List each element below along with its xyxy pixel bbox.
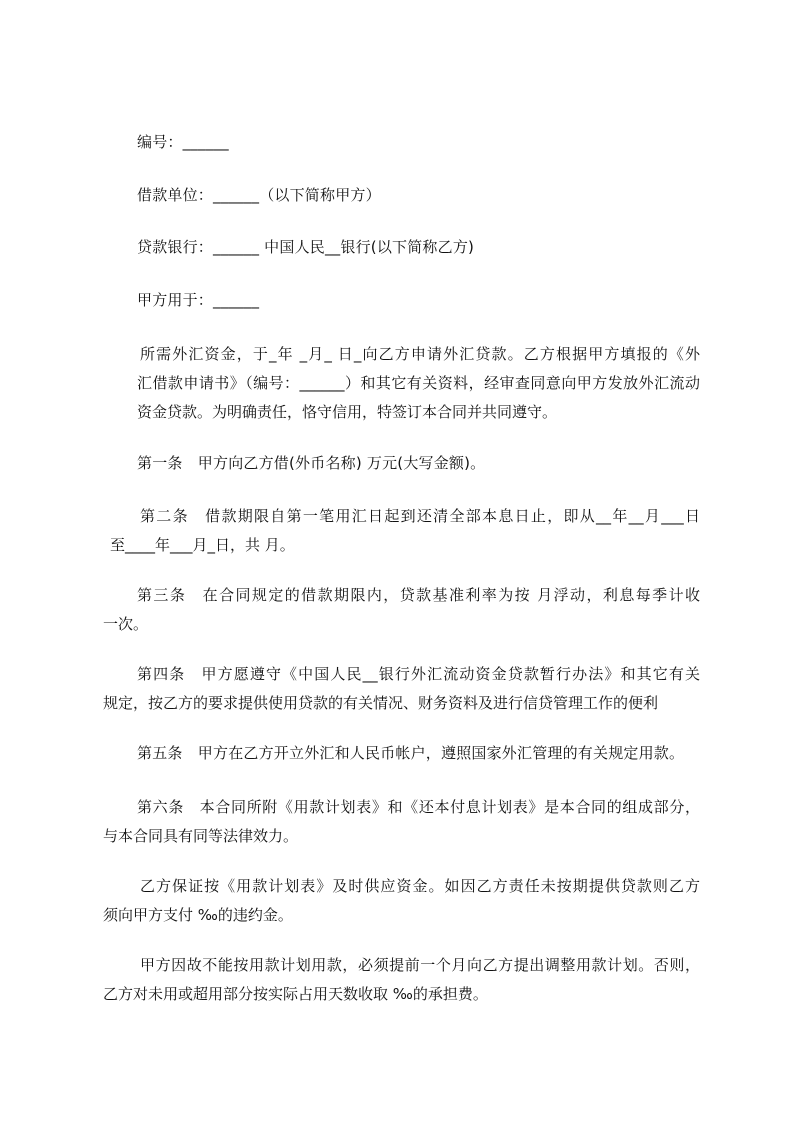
clause-line: 乙方对未用或超用部分按实际占用天数收取 ‰的承担费。 (103, 985, 488, 1003)
lending-bank: 贷款银行：______ 中国人民__银行(以下简称乙方) (137, 238, 475, 256)
clause-line: 须向甲方支付 ‰的违约金。 (103, 906, 293, 924)
intro-line: 汇借款申请书》（编号：______）和其它有关资料，经审查同意向甲方发放外汇流动 (137, 374, 700, 392)
clause-supply-guarantee (103, 872, 700, 930)
article-line: 与本合同具有同等法律效力。 (103, 827, 299, 845)
article-5: 第五条 甲方在乙方开立外汇和人民币帐户，遵照国家外汇管理的有关规定用款。 (137, 744, 685, 762)
article-3 (103, 581, 700, 639)
intro-line: 所需外汇资金，于_年 _月_ 日_向乙方申请外汇贷款。乙方根据甲方填报的《外 (140, 345, 700, 363)
clause-line: 甲方因故不能按用款计划用款，必须提前一个月向乙方提出调整用款计划。否则， (140, 956, 700, 974)
article-4 (103, 660, 700, 718)
contract-number: 编号：______ (137, 133, 229, 151)
loan-purpose: 甲方用于：______ (137, 291, 260, 309)
article-line: 第三条 在合同规定的借款期限内，贷款基准利率为按 月浮动，利息每季计收 (137, 586, 700, 604)
article-line: 第六条 本合同所附《用款计划表》和《还本付息计划表》是本合同的组成部分， (137, 798, 700, 816)
article-2 (110, 502, 700, 560)
article-line: 一次。 (103, 615, 149, 633)
intro-line: 资金贷款。为明确责任，恪守信用，特签订本合同并共同遵守。 (137, 403, 558, 421)
clause-line: 乙方保证按《用款计划表》及时供应资金。如因乙方责任未按期提供贷款则乙方 (140, 877, 700, 895)
borrower-unit: 借款单位：______（以下简称甲方） (137, 186, 381, 204)
article-line: 第二条 借款期限自第一笔用汇日起到还清全部本息日止，即从__年__月___日 (140, 507, 700, 525)
article-1: 第一条 甲方向乙方借(外币名称) 万元(大写金额)。 (137, 454, 486, 472)
article-line: 至____年___月_日，共 月。 (110, 536, 295, 554)
intro-paragraph (137, 340, 700, 427)
article-line: 规定，按乙方的要求提供使用贷款的有关情况、财务资料及进行信贷管理工作的便利 (103, 694, 659, 712)
article-6 (103, 793, 700, 851)
article-line: 第四条 甲方愿遵守《中国人民__银行外汇流动资金贷款暂行办法》和其它有关 (137, 665, 700, 683)
clause-plan-adjustment (103, 951, 700, 1009)
